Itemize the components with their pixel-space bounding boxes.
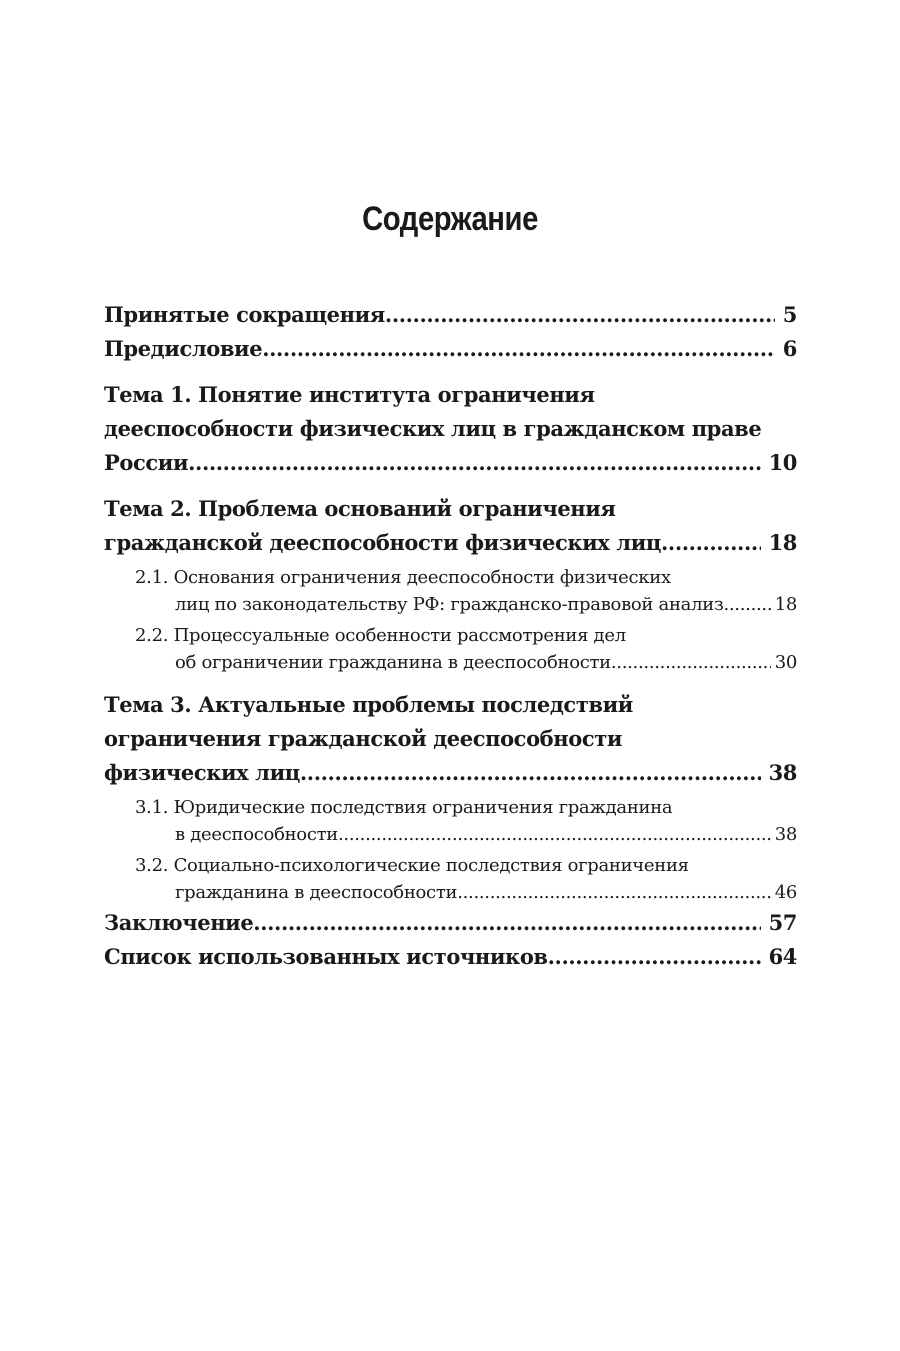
page-title: Содержание	[362, 200, 538, 238]
toc-entry-label: Принятые сокращения	[104, 302, 385, 327]
toc-page-number: 6	[782, 336, 797, 361]
toc-page-number: 46	[774, 882, 797, 903]
toc-entry-line: 2.2. Процессуальные особенности рассмотрения дел	[135, 625, 626, 646]
toc-entry-label: Заключение	[104, 910, 254, 935]
toc-page-number: 38	[768, 760, 797, 785]
toc-entry-preface[interactable]	[104, 332, 797, 366]
toc-leader-dots	[611, 649, 771, 676]
toc-page-number: 57	[768, 910, 797, 935]
toc-leader-dots	[723, 591, 770, 618]
toc-page-number: 18	[774, 594, 797, 615]
toc-leader-dots	[262, 332, 775, 366]
toc-leader-dots	[385, 298, 775, 332]
toc-entry-label: лиц по законодательству РФ: гражданско-правовой анализ	[175, 594, 724, 615]
toc-page-number: 10	[768, 450, 797, 475]
toc-leader-dots	[188, 446, 760, 480]
toc-entry-2-2[interactable]	[104, 622, 797, 676]
toc-leader-dots	[457, 879, 771, 906]
toc-entry-line: Тема 3. Актуальные проблемы последствий	[104, 692, 633, 717]
toc-entry-label: Список использованных источников	[104, 944, 548, 969]
toc-entry-2-1[interactable]	[104, 564, 797, 618]
toc-leader-dots	[338, 821, 771, 848]
toc-entry-label: гражданина в дееспособности	[175, 882, 458, 903]
toc-page-number: 64	[768, 944, 797, 969]
toc-entry-line: 2.1. Основания ограничения дееспособности физических	[135, 567, 671, 588]
toc-leader-dots	[548, 940, 761, 974]
toc-page-number: 38	[774, 824, 797, 845]
toc-page-number: 18	[768, 530, 797, 555]
toc-entry-line: Тема 1. Понятие института ограничения	[104, 382, 595, 407]
toc-leader-dots	[300, 756, 761, 790]
toc-entry-line: 3.2. Социально-психологические последствия ограничения	[135, 855, 689, 876]
toc-leader-dots	[661, 526, 761, 560]
toc-entry-topic-3[interactable]	[104, 688, 797, 790]
table-of-contents	[104, 298, 797, 974]
toc-entry-label: гражданской дееспособности физических лиц	[104, 530, 662, 555]
toc-entry-line: 3.1. Юридические последствия ограничения гражданина	[135, 797, 673, 818]
toc-entry-abbreviations[interactable]	[104, 298, 797, 332]
toc-entry-label: Предисловие	[104, 336, 263, 361]
toc-entry-conclusion[interactable]	[104, 906, 797, 940]
toc-leader-dots	[253, 906, 760, 940]
toc-page-number: 30	[774, 652, 797, 673]
toc-entry-sources[interactable]	[104, 940, 797, 974]
toc-entry-label: в дееспособности	[175, 824, 338, 845]
toc-entry-line: ограничения гражданской дееспособности	[104, 726, 623, 751]
toc-page-number: 5	[782, 302, 797, 327]
toc-entry-line: дееспособности физических лиц в гражданском праве	[104, 416, 762, 441]
toc-entry-label: России	[104, 450, 189, 475]
toc-entry-3-1[interactable]	[104, 794, 797, 848]
toc-entry-label: об ограничении гражданина в дееспособности	[175, 652, 611, 673]
toc-entry-line: Тема 2. Проблема оснований ограничения	[104, 496, 616, 521]
toc-entry-topic-2[interactable]	[104, 492, 797, 560]
toc-entry-topic-1[interactable]	[104, 378, 797, 480]
toc-entry-3-2[interactable]	[104, 852, 797, 906]
toc-entry-label: физических лиц	[104, 760, 300, 785]
